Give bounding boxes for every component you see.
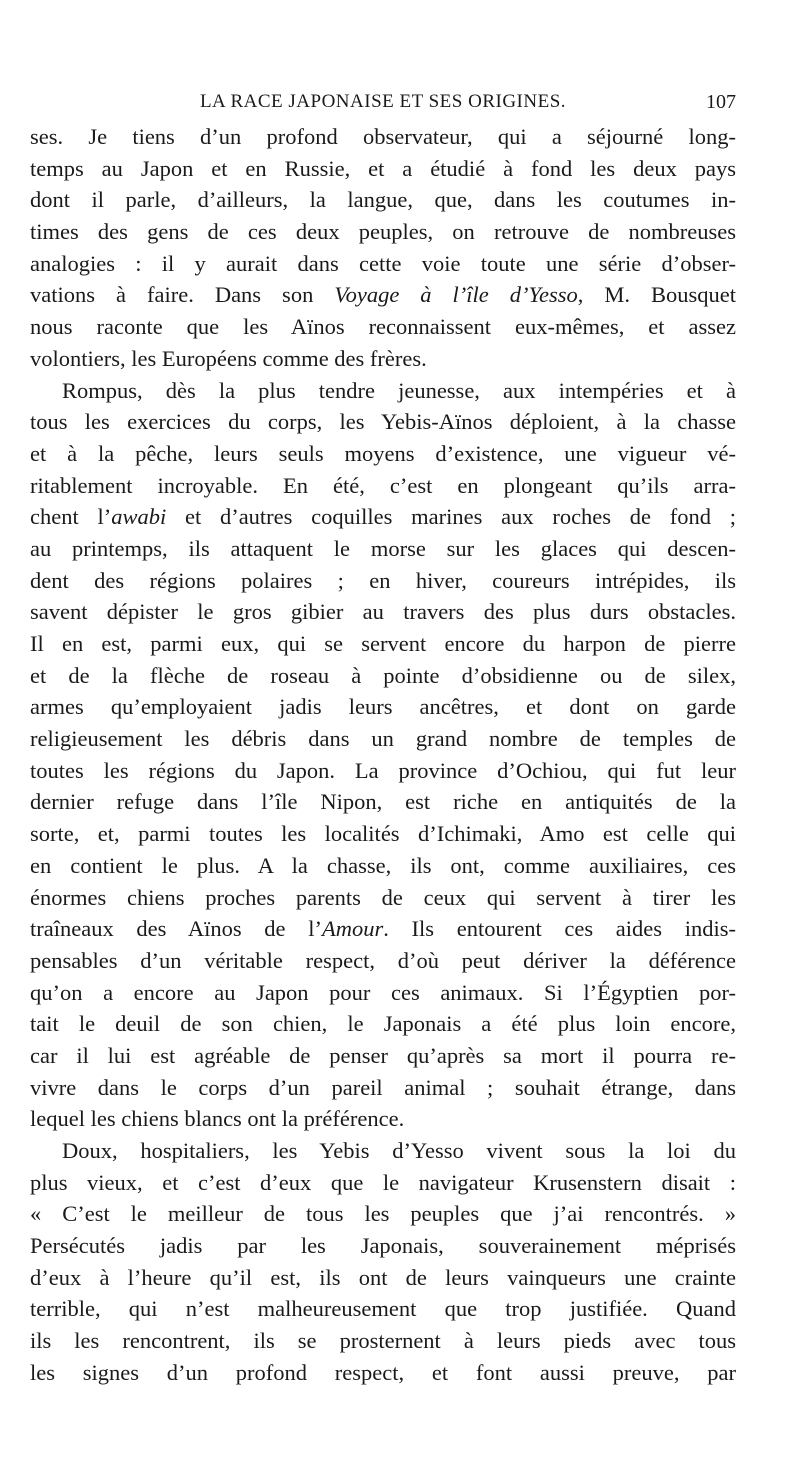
text-line: ses. Je tiens d’un profond observateur, qui a séjourné long- (30, 124, 736, 149)
text-line: les signes d’un profond respect, et font aussi preuve, par (30, 1359, 736, 1385)
text-line: toutes les régions du Japon. La province d’Ochiou, qui fut leur (30, 757, 736, 783)
text-line: dernier refuge dans l’île Nipon, est riche en antiquités de la (30, 789, 736, 815)
text-line: plus vieux, et c’est d’eux que le navigateur Krusenstern disait : (30, 1169, 736, 1195)
text-line: ritablement incroyable. En été, c’est en plongeant qu’ils arra- (30, 472, 736, 498)
italic-term: awabi (111, 504, 167, 530)
page-number: 107 (706, 91, 736, 113)
book-title-italic: Voyage à l’île d’Yesso (334, 282, 578, 308)
text-line: au printemps, ils attaquent le morse sur les glaces qui descen- (30, 535, 736, 561)
text-line: terrible, qui n’est malheureusement que trop justifiée. Quand (30, 1296, 736, 1322)
paragraph-end-line: lequel les chiens blancs ont la préférence. (30, 1106, 405, 1132)
text-run: . Ils entourent ces aides indis- (383, 916, 736, 942)
text-line (30, 913, 736, 945)
text-run: , M. Bousquet (577, 282, 736, 308)
text-line: tait le deuil de son chien, le Japonais a été plus loin encore, (30, 1011, 736, 1037)
text-line: temps au Japon et en Russie, et a étudié à fond les deux pays (30, 155, 736, 181)
text-line: ils les rencontrent, ils se prosternent à leurs pieds avec tous (30, 1328, 736, 1354)
text-run: vations à faire. Dans son (30, 282, 335, 308)
paragraph-start-line: Rompus, dès la plus tendre jeunesse, aux intempéries et à (62, 377, 736, 403)
text-line: armes qu’employaient jadis leurs ancêtres, et dont on garde (30, 694, 736, 720)
text-line: religieusement les débris dans un grand nombre de temples de (30, 726, 736, 752)
text-line: « C’est le meilleur de tous les peuples que j’ai rencontrés. » (30, 1201, 736, 1227)
text-line: d’eux à l’heure qu’il est, ils ont de leurs vainqueurs une crainte (30, 1264, 736, 1290)
text-run: traîneaux des Aïnos de l’ (30, 916, 322, 942)
text-line: et de la flèche de roseau à pointe d’obsidienne ou de silex, (30, 662, 736, 688)
text-line: et à la pêche, leurs seuls moyens d’existence, une vigueur vé- (30, 440, 736, 466)
text-line: nous raconte que les Aïnos reconnaissent eux-mêmes, et assez (30, 314, 736, 340)
text-line: énormes chiens proches parents de ceux qui servent à tirer les (30, 884, 736, 910)
text-line: sorte, et, parmi toutes les localités d’Ichimaki, Amo est celle qui (30, 821, 736, 847)
italic-place-name: Amour (321, 916, 384, 942)
text-run: chent l’ (30, 504, 112, 530)
text-line: Il en est, parmi eux, qui se servent encore du harpon de pierre (30, 631, 736, 656)
running-title: LA RACE JAPONAISE ET SES ORIGINES. (199, 91, 567, 112)
text-line: tous les exercices du corps, les Yebis-Aïnos déploient, à la chasse (30, 409, 736, 435)
text-line: Persécutés jadis par les Japonais, souverainement méprisés (30, 1233, 736, 1259)
paragraph-start-line: Doux, hospitaliers, les Yebis d’Yesso vivent sous la loi du (62, 1138, 736, 1163)
text-line: dont il parle, d’ailleurs, la langue, que, dans les coutumes in- (30, 187, 736, 213)
text-line: vivre dans le corps d’un pareil animal ; souhait étrange, dans (30, 1074, 736, 1100)
text-line: savent dépister le gros gibier au travers des plus durs obstacles. (30, 599, 736, 625)
text-line: analogies : il y aurait dans cette voie toute une série d’obser- (30, 250, 736, 276)
text-line: pensables d’un véritable respect, d’où peut dériver la déférence (30, 947, 736, 973)
text-line: dent des régions polaires ; en hiver, coureurs intrépides, ils (30, 567, 736, 593)
body-text (30, 121, 736, 1389)
text-run: et d’autres coquilles marines aux roches de fond ; (166, 504, 736, 530)
text-line: qu’on a encore au Japon pour ces animaux. Si l’Égyptien por- (30, 979, 736, 1005)
text-line: times des gens de ces deux peuples, on retrouve de nombreuses (30, 219, 736, 245)
text-line: car il lui est agréable de penser qu’après sa mort il pourra re- (30, 1042, 736, 1068)
paragraph-end-line: volontiers, les Européens comme des frères. (30, 345, 427, 371)
text-line: en contient le plus. A la chasse, ils ont, comme auxiliaires, ces (30, 852, 736, 878)
text-line (30, 501, 736, 533)
text-line (30, 279, 736, 311)
running-head (30, 88, 736, 116)
